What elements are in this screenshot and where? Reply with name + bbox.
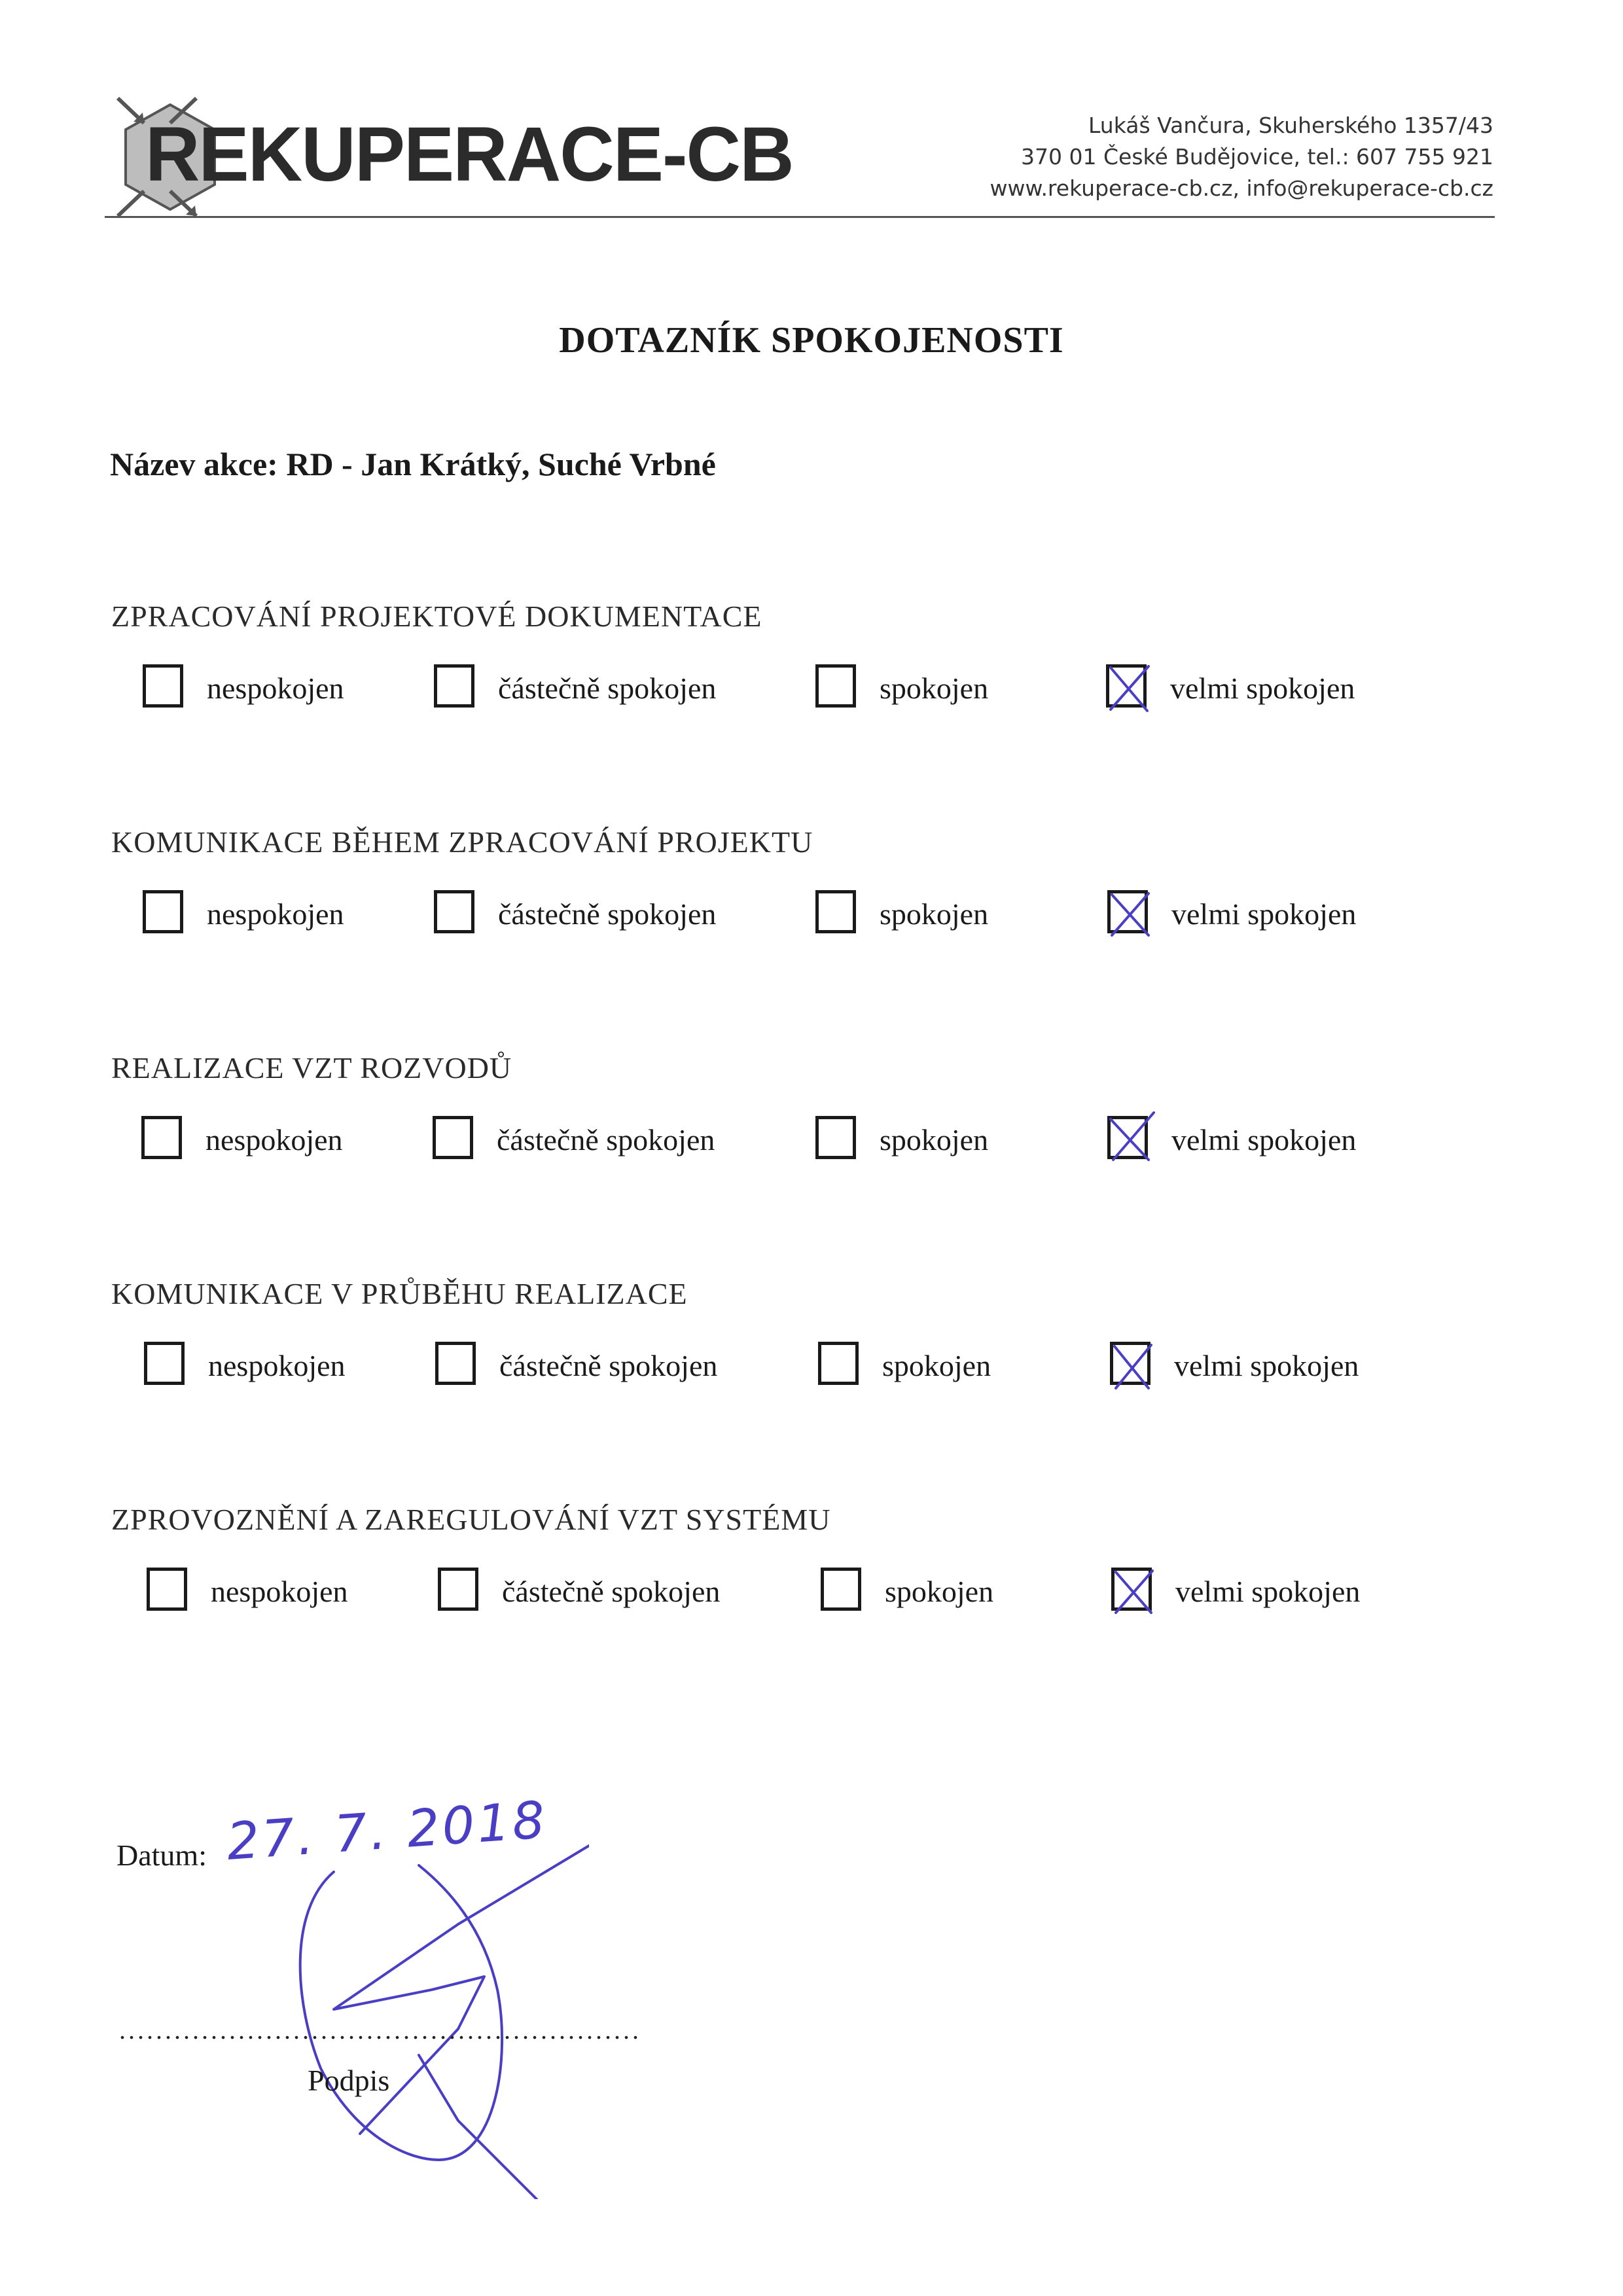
checkbox[interactable] (434, 664, 474, 708)
checkbox-checked[interactable] (1107, 1116, 1148, 1159)
checkbox[interactable] (433, 1116, 473, 1159)
option-label: nespokojen (208, 1349, 346, 1382)
option-label: velmi spokojen (1170, 672, 1355, 705)
option-label: částečně spokojen (498, 897, 717, 931)
logo-first-letter: R (145, 111, 199, 198)
handwritten-x-mark-icon (1111, 1342, 1155, 1390)
contact-web-email: www.rekuperace-cb.cz, info@rekuperace-cb.cz (990, 175, 1493, 201)
checkbox[interactable] (434, 890, 474, 933)
option-label: spokojen (880, 672, 989, 705)
handwritten-x-mark-icon (1108, 891, 1152, 938)
checkbox-checked[interactable] (1110, 1342, 1150, 1385)
option-label: nespokojen (205, 1123, 343, 1157)
handwritten-x-mark-icon (1108, 1117, 1152, 1164)
option-label: částečně spokojen (498, 672, 717, 705)
handwritten-x-mark-icon (1112, 1568, 1156, 1615)
handwritten-x-mark-icon (1107, 665, 1151, 712)
section-vzt-distribution (0, 1050, 1623, 1221)
option-label: velmi spokojen (1175, 1575, 1361, 1608)
option-label: nespokojen (207, 897, 344, 931)
signature-line (118, 2036, 641, 2039)
section-heading: ZPROVOZNĚNÍ A ZAREGULOVÁNÍ VZT SYSTÉMU (111, 1503, 831, 1536)
checkbox[interactable] (435, 1342, 476, 1385)
signature-label: Podpis (308, 2064, 390, 2097)
option-label: spokojen (885, 1575, 994, 1608)
action-name: Název akce: RD - Jan Krátký, Suché Vrbné (110, 446, 716, 482)
checkbox[interactable] (144, 1342, 185, 1385)
checkbox[interactable] (143, 890, 183, 933)
checkbox[interactable] (438, 1568, 478, 1611)
section-project-communication (0, 825, 1623, 995)
date-label: Datum: (116, 1839, 207, 1872)
option-label: částečně spokojen (502, 1575, 721, 1608)
checkbox[interactable] (821, 1568, 861, 1611)
checkbox-checked[interactable] (1106, 664, 1147, 708)
section-heading: KOMUNIKACE V PRŮBĚHU REALIZACE (111, 1277, 688, 1310)
option-label: částečně spokojen (497, 1123, 715, 1157)
handwritten-date: 27. 7. 2018 (224, 1790, 550, 1872)
option-label: nespokojen (207, 672, 344, 705)
contact-city-phone: 370 01 České Budějovice, tel.: 607 755 921 (1021, 144, 1493, 170)
option-label: spokojen (880, 1123, 989, 1157)
handwritten-signature (262, 1793, 589, 2199)
option-label: velmi spokojen (1171, 1123, 1357, 1157)
checkbox[interactable] (815, 664, 856, 708)
option-label: nespokojen (211, 1575, 348, 1608)
contact-block (990, 110, 1494, 204)
header-divider (105, 216, 1495, 218)
section-heading: REALIZACE VZT ROZVODŮ (111, 1051, 512, 1085)
option-label: velmi spokojen (1174, 1349, 1359, 1382)
checkbox-checked[interactable] (1111, 1568, 1152, 1611)
section-heading: KOMUNIKACE BĚHEM ZPRACOVÁNÍ PROJEKTU (111, 825, 813, 859)
section-commissioning (0, 1502, 1623, 1672)
option-label: částečně spokojen (499, 1349, 718, 1382)
checkbox[interactable] (815, 1116, 856, 1159)
section-project-documentation (0, 599, 1623, 769)
company-logo (105, 92, 793, 223)
checkbox[interactable] (143, 664, 183, 708)
option-label: spokojen (880, 897, 989, 931)
document-title: DOTAZNÍK SPOKOJENOSTI (559, 320, 1064, 361)
section-heading: ZPRACOVÁNÍ PROJEKTOVÉ DOKUMENTACE (111, 600, 762, 633)
section-realization-communication (0, 1276, 1623, 1446)
checkbox-checked[interactable] (1107, 890, 1148, 933)
option-label: spokojen (882, 1349, 991, 1382)
option-label: velmi spokojen (1171, 897, 1357, 931)
checkbox[interactable] (815, 890, 856, 933)
checkbox[interactable] (147, 1568, 187, 1611)
checkbox[interactable] (818, 1342, 859, 1385)
contact-address: Lukáš Vančura, Skuherského 1357/43 (1088, 113, 1493, 138)
checkbox[interactable] (141, 1116, 182, 1159)
logo-rest: EKUPERACE-CB (198, 111, 793, 198)
logo-wordmark (145, 110, 793, 199)
